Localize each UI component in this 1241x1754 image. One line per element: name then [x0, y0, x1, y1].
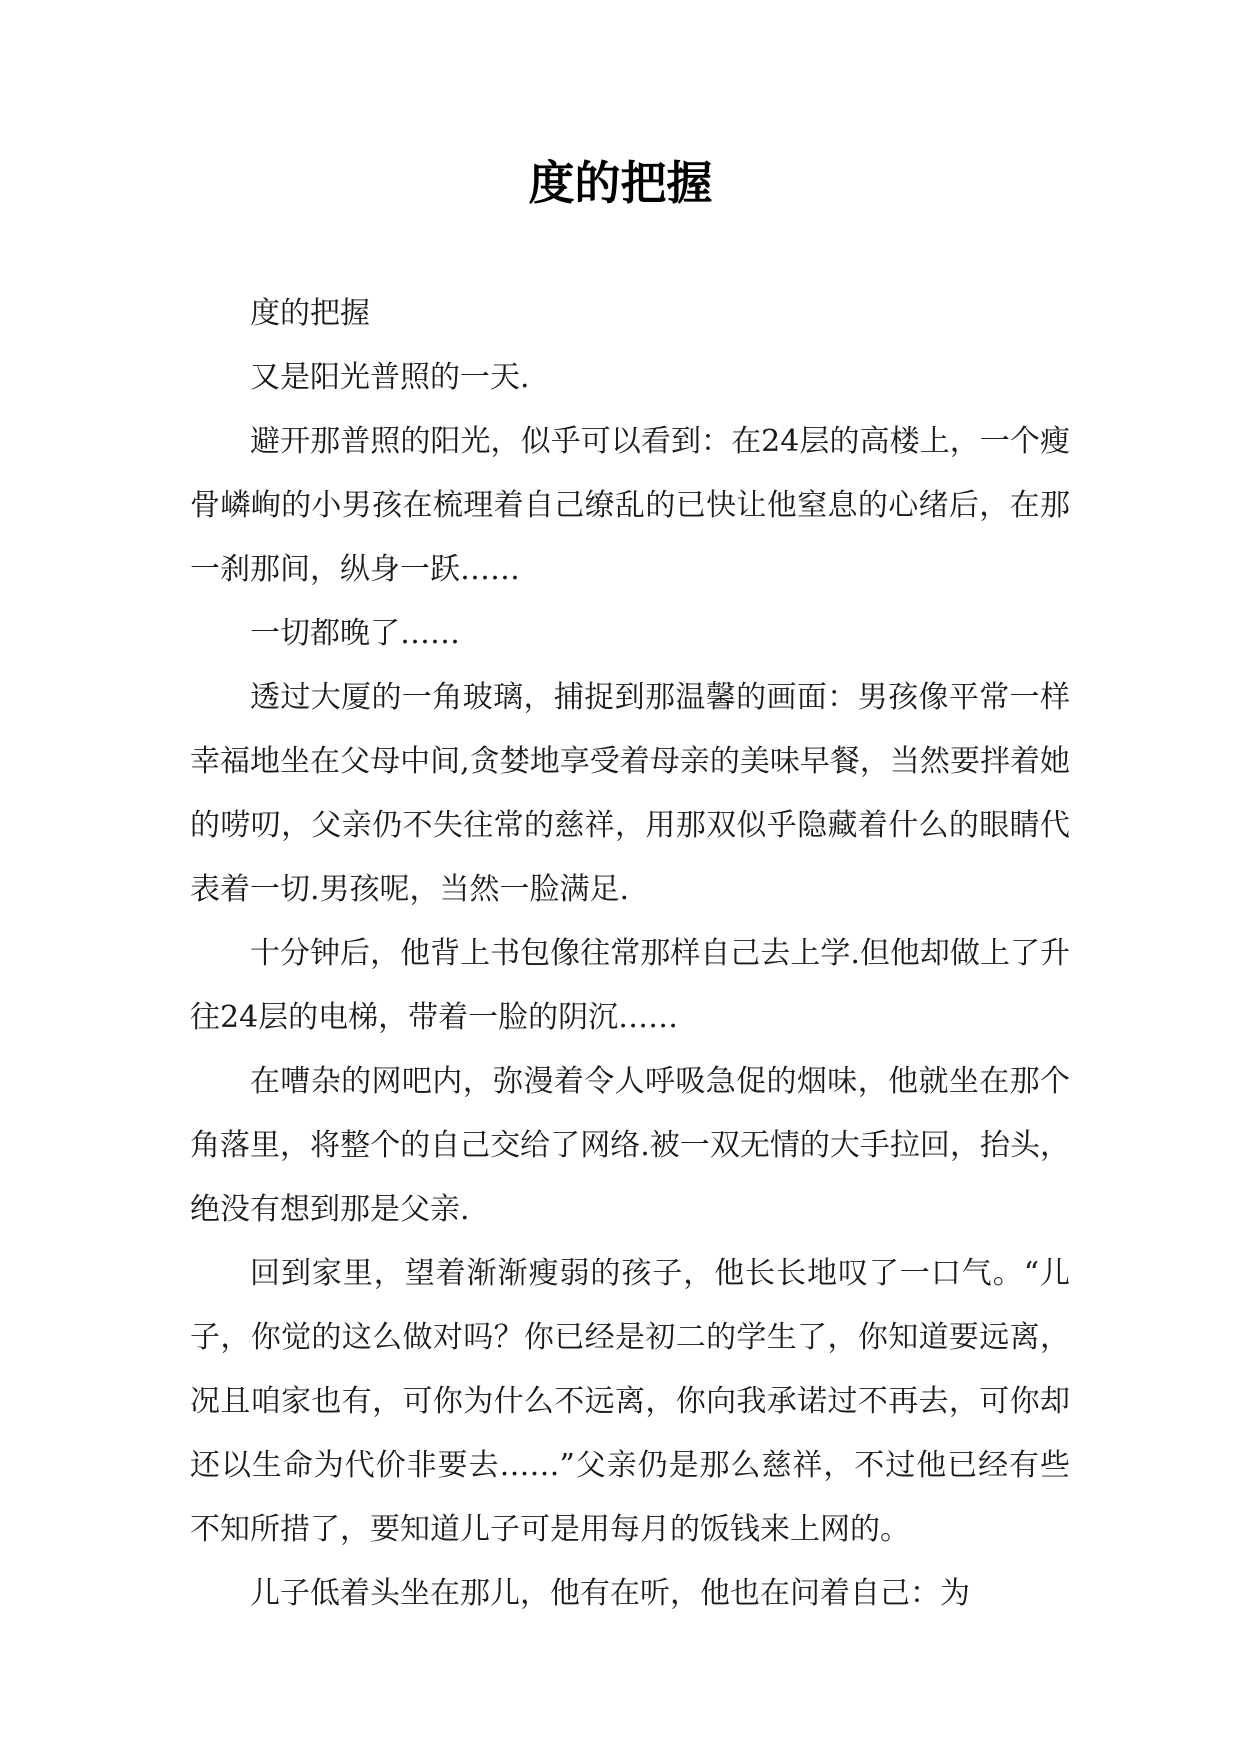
paragraph: 十分钟后，他背上书包像往常那样自己去上学.但他却做上了升往24层的电梯，带着一脸的阴沉……: [190, 936, 1070, 1035]
document-body: [190, 282, 1070, 1626]
paragraph: 在嘈杂的网吧内，弥漫着令人呼吸急促的烟味，他就坐在那个角落里，将整个的自己交给了网络.被一双无情的大手拉回，抬头，绝没有想到那是父亲.: [190, 1064, 1070, 1227]
paragraph: 回到家里，望着渐渐瘦弱的孩子，他长长地叹了一口气。“儿子，你觉的这么做对吗？你已经是初二的学生了，你知道要远离，况且咱家也有，可你为什么不远离，你向我承诺过不再去，可你却还以生命为代价非要去……”父亲仍是那么慈祥，不过他已经有些不知所措了，要知道儿子可是用每月的饭钱来上网的。: [190, 1256, 1070, 1547]
paragraph: 儿子低着头坐在那儿，他有在听，他也在问着自己：为: [250, 1576, 970, 1611]
paragraph: 一切都晚了……: [250, 616, 460, 651]
paragraph: 透过大厦的一角玻璃，捕捉到那温馨的画面：男孩像平常一样幸福地坐在父母中间,贪婪地享受着母亲的美味早餐，当然要拌着她的唠叨，父亲仍不失往常的慈祥，用那双似乎隐藏着什么的眼睛代表着一切.男孩呢，当然一脸满足.: [190, 680, 1070, 907]
paragraph: 避开那普照的阳光，似乎可以看到：在24层的高楼上，一个瘦骨嶙峋的小男孩在梳理着自己缭乱的已快让他窒息的心绪后，在那一刹那间，纵身一跃……: [190, 424, 1070, 587]
paragraph: 度的把握: [250, 296, 370, 331]
document-title: 度的把握: [528, 156, 713, 210]
paragraph: 又是阳光普照的一天.: [250, 360, 530, 395]
